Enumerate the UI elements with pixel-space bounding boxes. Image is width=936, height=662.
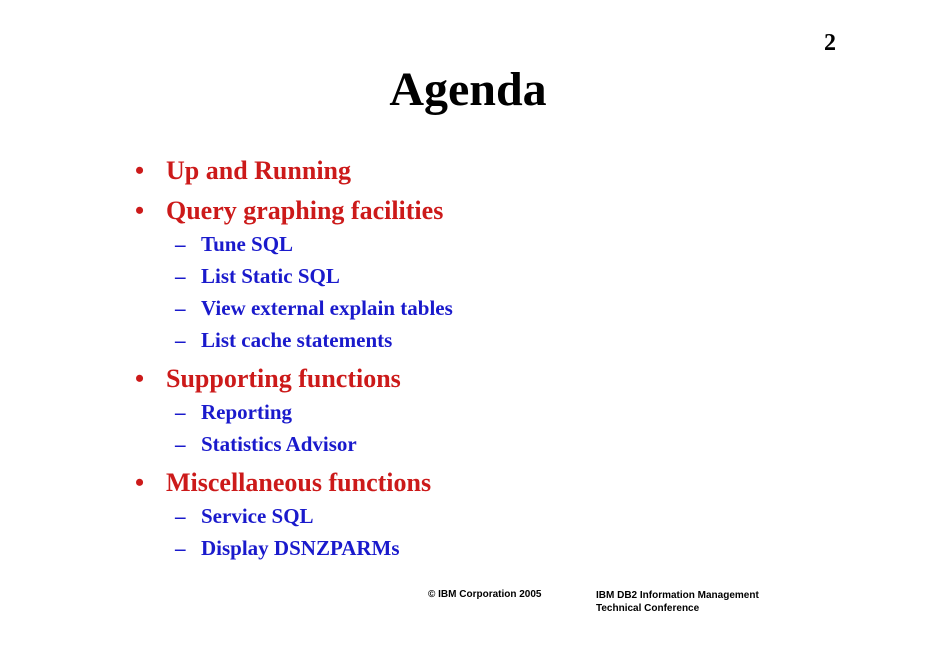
dash-icon: – <box>175 536 186 560</box>
dash-icon: – <box>175 232 186 256</box>
footer-copyright: © IBM Corporation 2005 <box>428 589 542 600</box>
agenda-item <box>135 362 453 396</box>
bullet-icon: • <box>135 364 145 393</box>
agenda-item-label: Up and Running <box>166 156 351 185</box>
agenda-item-label: Supporting functions <box>166 364 401 393</box>
dash-icon: – <box>175 264 186 288</box>
dash-icon: – <box>175 328 186 352</box>
agenda-subitem-label: View external explain tables <box>201 296 453 320</box>
dash-icon: – <box>175 400 186 424</box>
agenda-item <box>135 194 453 228</box>
agenda-subitem-label: Statistics Advisor <box>201 432 357 456</box>
agenda-subitem-label: List cache statements <box>201 328 393 352</box>
agenda-subitem <box>135 396 453 428</box>
agenda-subitem <box>135 428 453 460</box>
dash-icon: – <box>175 296 186 320</box>
agenda-subitem <box>135 500 453 532</box>
agenda-subitem-label: List Static SQL <box>201 264 340 288</box>
dash-icon: – <box>175 504 186 528</box>
agenda-subitem-label: Reporting <box>201 400 292 424</box>
agenda-subitem-label: Display DSNZPARMs <box>201 536 400 560</box>
agenda-item <box>135 466 453 500</box>
bullet-icon: • <box>135 196 145 225</box>
agenda-item-label: Query graphing facilities <box>166 196 444 225</box>
slide-title: Agenda <box>389 63 547 116</box>
page-number: 2 <box>824 30 836 56</box>
dash-icon: – <box>175 432 186 456</box>
footer-conference-line2: Technical Conference <box>596 603 700 614</box>
agenda-subitem-label: Service SQL <box>201 504 314 528</box>
agenda-subitem-label: Tune SQL <box>201 232 294 256</box>
agenda-item-label: Miscellaneous functions <box>166 468 432 497</box>
agenda-subitem <box>135 532 453 564</box>
agenda-subitem <box>135 292 453 324</box>
footer-conference-line1: IBM DB2 Information Management <box>596 590 759 601</box>
agenda-subitem <box>135 260 453 292</box>
bullet-icon: • <box>135 468 145 497</box>
footer-conference <box>596 589 759 615</box>
agenda-subitem <box>135 324 453 356</box>
agenda-list <box>135 154 453 564</box>
bullet-icon: • <box>135 156 145 185</box>
agenda-subitem <box>135 228 453 260</box>
agenda-item <box>135 154 453 188</box>
